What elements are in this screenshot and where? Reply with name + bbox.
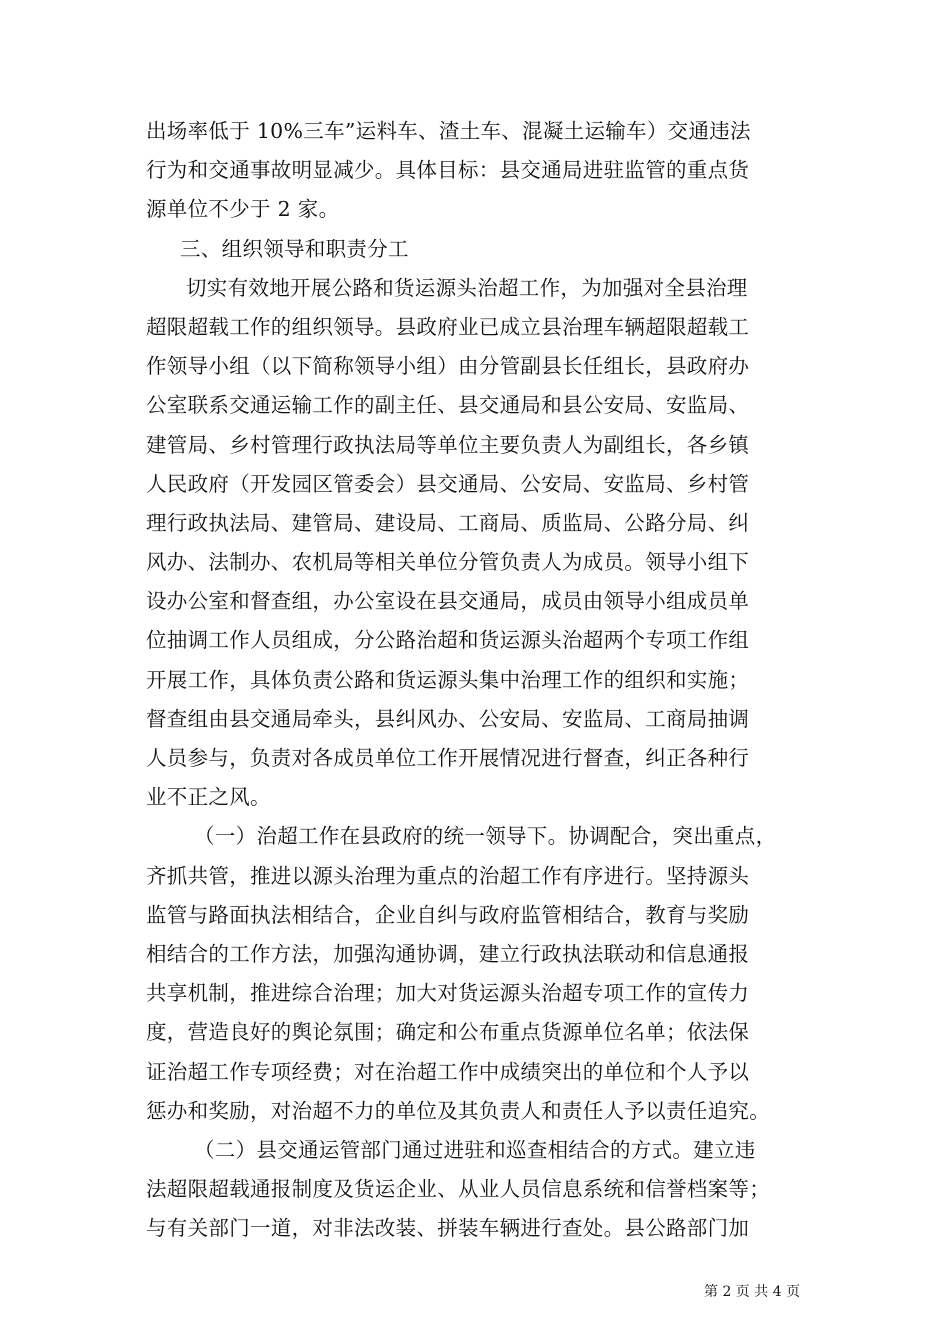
text-line: 出场率低于 10%三车”运料车、渣土车、混凝土运输车）交通违法 xyxy=(146,119,751,143)
text-line: 超限超载工作的组织领导。县政府业已成立县治理车辆超限超载工 xyxy=(146,314,750,339)
text-line: 人民政府（开发园区管委会）县交通局、公安局、安监局、乡村管 xyxy=(146,471,750,496)
text-line: 监管与路面执法相结合，企业自纠与政府监管相结合，教育与奖励 xyxy=(146,902,750,927)
text-line: 源单位不少于 2 家。 xyxy=(146,197,340,222)
text-line: 理行政执法局、建管局、建设局、工商局、质监局、公路分局、纠 xyxy=(146,510,750,535)
text-line: 行为和交通事故明显减少。具体目标：县交通局进驻监管的重点货 xyxy=(146,158,750,183)
text-line: 公室联系交通运输工作的副主任、县交通局和县公安局、安监局、 xyxy=(146,393,750,418)
text-line: 齐抓共管，推进以源头治理为重点的治超工作有序进行。坚持源头 xyxy=(146,863,750,888)
subsection-line: （一）治超工作在县政府的统一领导下。协调配合，突出重点， xyxy=(194,824,777,849)
text-line: 作领导小组（以下简称领导小组）由分管副县长任组长，县政府办 xyxy=(146,354,750,379)
subsection-line: （二）县交通运管部门通过进驻和巡查相结合的方式。建立违 xyxy=(194,1137,756,1162)
text-line: 共享机制，推进综合治理；加大对货运源头治超专项工作的宣传力 xyxy=(146,981,750,1006)
text-line: 督查组由县交通局牵头，县纠风办、公安局、安监局、工商局抽调 xyxy=(146,706,750,731)
text-line: 人员参与，负责对各成员单位工作开展情况进行督查，纠正各种行 xyxy=(146,746,750,770)
text-line: 度，营造良好的舆论氛围；确定和公布重点货源单位名单；依法保 xyxy=(146,1020,750,1045)
text-line: 风办、法制办、农机局等相关单位分管负责人为成员。领导小组下 xyxy=(146,550,750,575)
text-line: 位抽调工作人员组成，分公路治超和货运源头治超两个专项工作组 xyxy=(146,628,750,653)
document-body xyxy=(146,112,816,1248)
section-heading: 三、组织领导和职责分工 xyxy=(180,236,409,261)
text-line: 业不正之风。 xyxy=(146,785,271,810)
page-number-footer: 第 2 页 共 4 页 xyxy=(704,1284,801,1300)
text-line: 建管局、乡村管理行政执法局等单位主要负责人为副组长，各乡镇 xyxy=(146,432,750,457)
text-line: 惩办和奖励，对治超不力的单位及其负责人和责任人予以责任追究。 xyxy=(146,1098,770,1123)
text-line: 证治超工作专项经费；对在治超工作中成绩突出的单位和个人予以 xyxy=(146,1059,750,1084)
text-line: 开展工作，具体负责公路和货运源头集中治理工作的组织和实施； xyxy=(146,667,750,692)
text-line: 相结合的工作方法，加强沟通协调，建立行政执法联动和信息通报 xyxy=(146,941,750,966)
text-line: 设办公室和督查组，办公室设在县交通局，成员由领导小组成员单 xyxy=(146,589,750,614)
text-line: 与有关部门一道，对非法改装、拼装车辆进行查处。县公路部门加 xyxy=(146,1216,750,1241)
text-line: 切实有效地开展公路和货运源头治超工作，为加强对全县治理 xyxy=(186,275,748,300)
text-line: 法超限超载通报制度及货运企业、从业人员信息系统和信誉档案等； xyxy=(146,1177,770,1202)
